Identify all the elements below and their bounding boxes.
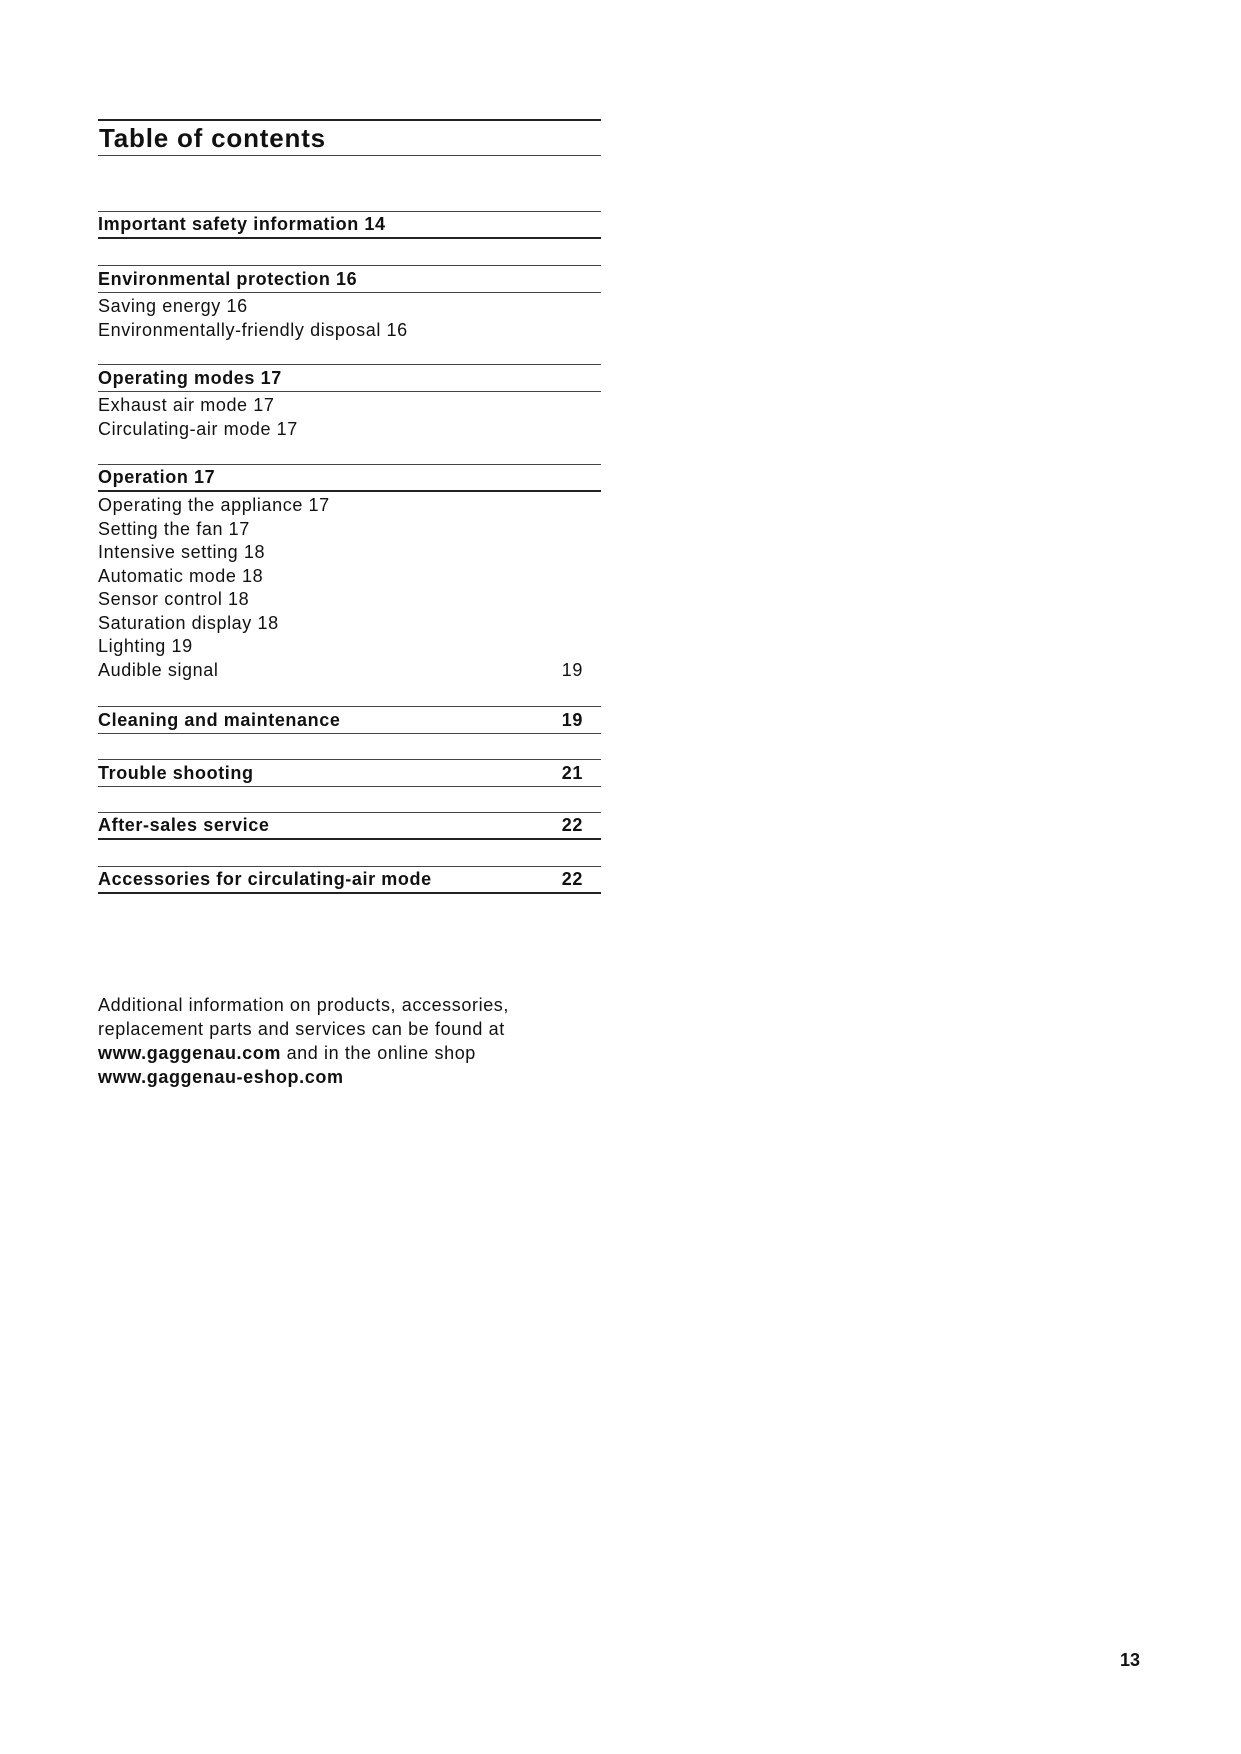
toc-section-page: 19 bbox=[561, 709, 583, 730]
toc-item[interactable] bbox=[98, 494, 601, 518]
toc-section-heading[interactable] bbox=[98, 211, 601, 239]
toc-section-title: Operating modes 17 bbox=[98, 367, 282, 388]
toc-section-cleaning bbox=[98, 706, 601, 734]
toc-item-label: Circulating-air mode 17 bbox=[98, 418, 298, 439]
toc-item-label: Environmentally-friendly disposal 16 bbox=[98, 319, 408, 340]
toc-section-environment bbox=[98, 265, 601, 342]
toc-item[interactable] bbox=[98, 394, 601, 418]
toc-item-label: Sensor control 18 bbox=[98, 589, 250, 609]
toc-item[interactable] bbox=[98, 418, 601, 442]
toc-section-title: Trouble shooting bbox=[98, 762, 254, 783]
toc-item-label: Operating the appliance 17 bbox=[98, 495, 330, 515]
toc-item-label: Automatic mode 18 bbox=[98, 565, 264, 586]
toc-item[interactable] bbox=[98, 588, 601, 612]
toc-section-title: Cleaning and maintenance bbox=[98, 709, 341, 730]
info-line: replacement parts and services can be found at bbox=[98, 1019, 505, 1039]
toc-item-label: Exhaust air mode 17 bbox=[98, 395, 275, 415]
toc-sub-list bbox=[98, 394, 601, 441]
toc-section-operation bbox=[98, 464, 601, 682]
toc-section-page: 22 bbox=[561, 869, 583, 889]
page-number: 13 bbox=[1119, 1650, 1140, 1670]
toc-sub-list bbox=[98, 494, 601, 682]
toc-section-heading[interactable] bbox=[98, 364, 601, 392]
info-line: Additional information on products, accessories, bbox=[98, 995, 510, 1015]
info-line bbox=[98, 1041, 658, 1065]
toc-section-safety bbox=[98, 211, 601, 239]
toc-section-heading[interactable] bbox=[98, 759, 601, 787]
toc-item-label: Saturation display 18 bbox=[98, 612, 279, 633]
toc-section-page: 21 bbox=[561, 762, 583, 783]
toc-section-heading[interactable] bbox=[98, 706, 601, 734]
toc-item[interactable] bbox=[98, 659, 601, 683]
toc-section-accessories bbox=[98, 866, 601, 894]
toc-item[interactable] bbox=[98, 612, 601, 636]
toc-section-heading[interactable] bbox=[98, 265, 601, 293]
toc-sub-list bbox=[98, 295, 601, 342]
toc-section-title: Accessories for circulating-air mode bbox=[98, 869, 432, 889]
toc-section-heading[interactable] bbox=[98, 866, 601, 894]
eshop-link[interactable]: www.gaggenau-eshop.com bbox=[98, 1067, 344, 1087]
toc-section-after-sales bbox=[98, 812, 601, 840]
toc-item-label: Lighting 19 bbox=[98, 636, 193, 656]
toc-item-label: Saving energy 16 bbox=[98, 296, 248, 316]
toc-section-heading[interactable] bbox=[98, 464, 601, 492]
toc-item-label: Intensive setting 18 bbox=[98, 542, 266, 562]
info-line bbox=[98, 1065, 658, 1089]
toc-section-title: Important safety information 14 bbox=[98, 214, 386, 234]
toc-item-page: 19 bbox=[561, 659, 583, 680]
toc-item[interactable] bbox=[98, 635, 601, 659]
toc-section-trouble-shooting bbox=[98, 759, 601, 787]
additional-info bbox=[98, 993, 658, 1089]
toc-section-title: Environmental protection 16 bbox=[98, 268, 358, 289]
toc-section-page: 22 bbox=[561, 815, 583, 835]
toc-header bbox=[98, 119, 601, 156]
toc-section-operating-modes bbox=[98, 364, 601, 441]
page-title: Table of contents bbox=[99, 123, 326, 153]
toc-item[interactable] bbox=[98, 565, 601, 589]
toc-item[interactable] bbox=[98, 295, 601, 319]
toc-item[interactable] bbox=[98, 319, 601, 343]
toc-item-label: Audible signal bbox=[98, 659, 219, 680]
toc-item-label: Setting the fan 17 bbox=[98, 518, 250, 539]
website-link[interactable]: www.gaggenau.com bbox=[98, 1043, 281, 1063]
toc-item[interactable] bbox=[98, 541, 601, 565]
toc-item[interactable] bbox=[98, 518, 601, 542]
toc-section-title: After-sales service bbox=[98, 815, 270, 835]
toc-section-heading[interactable] bbox=[98, 812, 601, 840]
info-line-rest: and in the online shop bbox=[280, 1043, 476, 1063]
toc-title-block bbox=[98, 119, 601, 156]
toc-section-title: Operation 17 bbox=[98, 467, 216, 487]
